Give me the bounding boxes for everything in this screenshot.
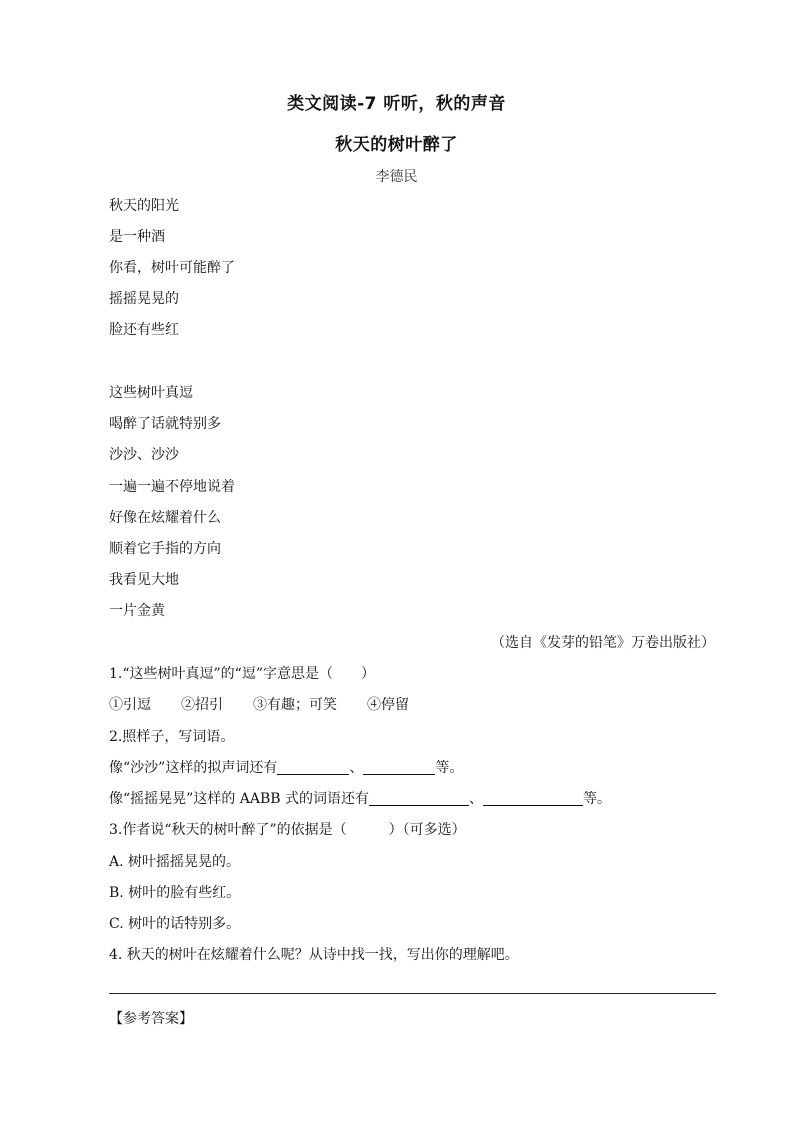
option: ①引逗 [109,697,151,713]
question-3-option-a: A. 树叶摇摇晃晃的。 [109,854,241,870]
poem-line: 秋天的阳光 [109,198,179,214]
q2-separator: 、 [469,791,484,807]
poem-line: 摇摇晃晃的 [109,291,179,307]
poem-line: 喝醉了话就特别多 [109,416,221,432]
question-2-line-1 [109,759,463,777]
option: ③有趣；可笑 [253,697,337,713]
poem-line: 一遍一遍不停地说着 [109,479,235,495]
poem-line: 顺着它手指的方向 [109,541,221,557]
question-1-options [109,696,409,714]
answer-heading: 【参考答案】 [109,1011,193,1027]
q2-prefix: 像“沙沙”这样的拟声词还有 [109,760,278,776]
q2-prefix: 像“摇摇晃晃”这样的 AABB 式的词语还有 [109,791,370,807]
poem-line: 好像在炫耀着什么 [109,510,221,526]
answer-blank[interactable] [369,791,469,806]
poem-line: 脸还有些红 [109,322,179,338]
option: ②招引 [181,697,223,713]
q2-separator: 、 [349,760,364,776]
question-1: 1.“这些树叶真逗”的“逗”字意思是（ ） [109,666,375,682]
answer-blank[interactable] [277,760,349,775]
poem-line: 一片金黄 [109,603,165,619]
question-4: 4. 秋天的树叶在炫耀着什么呢？从诗中找一找，写出你的理解吧。 [109,947,519,963]
poem-line: 我看见大地 [109,572,179,588]
question-2: 2.照样子，写词语。 [109,729,235,745]
section-divider [109,993,716,994]
question-3: 3.作者说“秋天的树叶醉了”的依据是（ ）（可多选） [109,822,466,838]
question-3-option-b: B. 树叶的脸有些红。 [109,885,241,901]
poem-source: （选自《发芽的铅笔》万卷出版社） [491,635,715,651]
question-3-option-c: C. 树叶的话特别多。 [109,916,241,932]
worksheet-title: 类文阅读-7 听听，秋的声音 [287,94,506,114]
poem-title: 秋天的树叶醉了 [335,135,458,155]
poem-line: 这些树叶真逗 [109,385,193,401]
answer-blank[interactable] [363,760,435,775]
question-2-line-2 [109,790,611,808]
poem-author: 李德民 [375,169,418,185]
q2-suffix: 等。 [583,791,612,807]
option: ④停留 [367,697,409,713]
poem-line: 沙沙、沙沙 [109,447,179,463]
poem-line: 是一种酒 [109,229,165,245]
q2-suffix: 等。 [435,760,464,776]
answer-blank[interactable] [483,791,583,806]
poem-line: 你看，树叶可能醉了 [109,260,235,276]
